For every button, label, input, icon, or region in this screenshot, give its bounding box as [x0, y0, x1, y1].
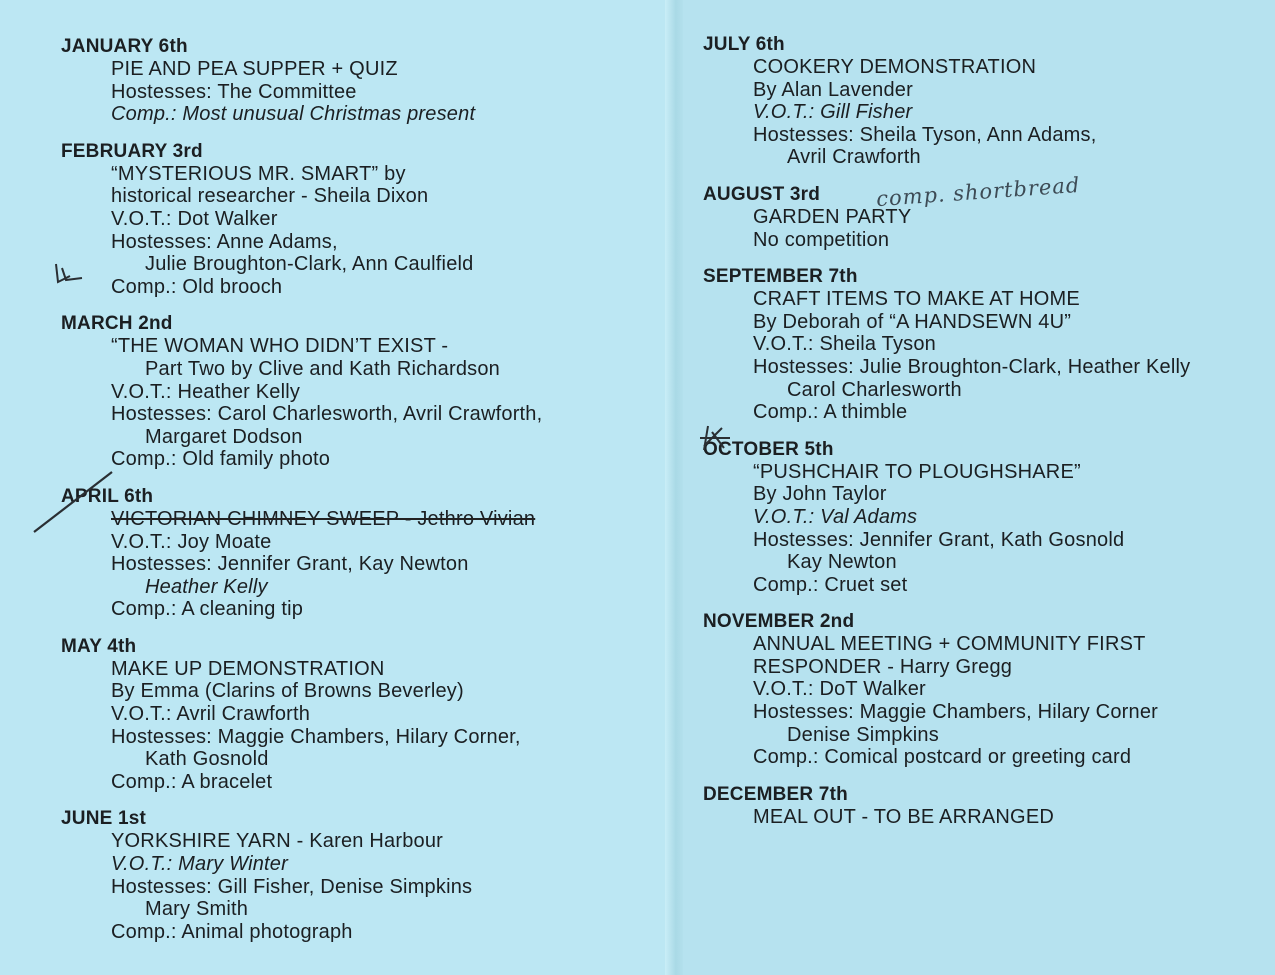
event-detail-line: “MYSTERIOUS MR. SMART” by [111, 162, 406, 185]
programme-event [61, 141, 651, 299]
event-date: AUGUST 3rd [703, 183, 821, 205]
event-detail-line: Kath Gosnold [145, 748, 269, 771]
event-detail-line: RESPONDER - Harry Gregg [753, 655, 1013, 678]
event-detail-line: Hostesses: Gill Fisher, Denise Simpkins [111, 875, 473, 898]
programme-event [61, 486, 651, 621]
event-detail-line: Comp.: Most unusual Christmas present [111, 103, 476, 126]
event-detail-line: Kay Newton [787, 551, 897, 574]
event-detail-line: “THE WOMAN WHO DIDN’T EXIST - [111, 335, 449, 358]
event-date: MARCH 2nd [61, 313, 173, 335]
programme-event [703, 266, 1263, 424]
event-detail-line: PIE AND PEA SUPPER + QUIZ [111, 58, 398, 80]
event-detail-line: V.O.T.: Val Adams [753, 505, 918, 528]
event-detail-line: “PUSHCHAIR TO PLOUGHSHARE” [753, 460, 1081, 483]
programme-event [703, 34, 1263, 169]
event-detail-line: Margaret Dodson [145, 425, 303, 448]
programme-event [61, 636, 651, 794]
event-detail-line: By Emma (Clarins of Browns Beverley) [111, 680, 464, 703]
event-detail-line: Julie Broughton-Clark, Ann Caulfield [145, 253, 474, 276]
event-detail-line: Mary Smith [145, 898, 249, 921]
event-detail-line: Hostesses: Maggie Chambers, Hilary Corner [753, 701, 1159, 724]
event-detail-line: Hostesses: The Committee [111, 80, 357, 103]
programme-event [61, 808, 651, 943]
event-detail-line: By Deborah of “A HANDSEWN 4U” [753, 310, 1072, 333]
programme-event [703, 439, 1263, 597]
event-detail-line: By John Taylor [753, 483, 887, 506]
event-detail-line: Part Two by Clive and Kath Richardson [145, 357, 500, 380]
event-detail-line: V.O.T.: Gill Fisher [753, 101, 913, 124]
event-date: APRIL 6th [61, 485, 154, 507]
event-detail-line: V.O.T.: DoT Walker [753, 678, 926, 701]
event-detail-line: historical researcher - Sheila Dixon [111, 185, 429, 208]
event-detail-line: Denise Simpkins [787, 723, 939, 746]
event-detail-line: Comp.: Cruet set [753, 573, 908, 596]
event-detail-line: MEAL OUT - TO BE ARRANGED [753, 805, 1054, 828]
event-date: FEBRUARY 3rd [61, 140, 203, 162]
event-detail-line: By Alan Lavender [753, 78, 913, 101]
event-detail-line: Hostesses: Anne Adams, [111, 230, 338, 253]
event-date: OCTOBER 5th [703, 438, 834, 460]
event-detail-line: V.O.T.: Joy Moate [111, 530, 272, 553]
event-date: JUNE 1st [61, 808, 147, 830]
event-detail-line: No competition [753, 228, 890, 251]
event-detail-line: CRAFT ITEMS TO MAKE AT HOME [753, 288, 1080, 311]
event-detail-line: Hostesses: Julie Broughton-Clark, Heather Kelly [753, 355, 1191, 378]
event-detail-line: MAKE UP DEMONSTRATION [111, 657, 385, 680]
event-detail-line: Heather Kelly [145, 575, 268, 598]
event-detail-line: Hostesses: Jennifer Grant, Kath Gosnold [753, 528, 1125, 551]
event-detail-line: GARDEN PARTY [753, 205, 912, 228]
event-detail-line: VICTORIAN CHIMNEY SWEEP - Jethro Vivian [111, 507, 536, 530]
event-detail-line: Hostesses: Maggie Chambers, Hilary Corner, [111, 725, 521, 748]
event-detail-line: V.O.T.: Sheila Tyson [753, 333, 936, 356]
programme-event [703, 784, 1263, 829]
event-detail-line: Comp.: Old brooch [111, 275, 283, 298]
event-detail-line: YORKSHIRE YARN - Karen Harbour [111, 830, 444, 853]
event-detail-line: Comp.: Comical postcard or greeting card [753, 746, 1132, 769]
event-detail-line: V.O.T.: Mary Winter [111, 853, 288, 876]
event-detail-line: Comp.: A cleaning tip [111, 598, 304, 621]
event-detail-line: Hostesses: Carol Charlesworth, Avril Crawforth, [111, 403, 543, 426]
page-fold [665, 0, 683, 975]
event-detail-line: V.O.T.: Avril Crawforth [111, 703, 311, 726]
event-detail-line: COOKERY DEMONSTRATION [753, 56, 1037, 78]
event-date: JULY 6th [703, 34, 785, 55]
programme-event [61, 313, 651, 471]
event-detail-line: Avril Crawforth [787, 146, 921, 169]
pen-tick-mark [48, 258, 88, 288]
left-programme-column [61, 36, 651, 958]
programme-event [703, 611, 1263, 769]
event-detail-line: Hostesses: Jennifer Grant, Kay Newton [111, 553, 469, 576]
handwritten-note: comp. shortbread [875, 172, 1081, 212]
event-date: JANUARY 6th [61, 36, 188, 57]
pen-star-mark [694, 422, 738, 456]
event-detail-line: Comp.: A bracelet [111, 770, 273, 793]
event-detail-line: Comp.: A thimble [753, 401, 908, 424]
right-programme-column [703, 34, 1263, 843]
programme-event [61, 36, 651, 126]
event-date: SEPTEMBER 7th [703, 266, 858, 288]
event-detail-line: V.O.T.: Dot Walker [111, 207, 278, 230]
event-detail-line: Carol Charlesworth [787, 378, 962, 401]
event-detail-line: ANNUAL MEETING + COMMUNITY FIRST [753, 633, 1146, 656]
event-detail-line: Comp.: Animal photograph [111, 920, 353, 943]
event-detail-line: V.O.T.: Heather Kelly [111, 380, 301, 403]
event-detail-line: Comp.: Old family photo [111, 448, 331, 471]
event-date: NOVEMBER 2nd [703, 611, 855, 633]
event-detail-line: Hostesses: Sheila Tyson, Ann Adams, [753, 123, 1097, 146]
pen-strike-slash [28, 468, 118, 538]
event-date: MAY 4th [61, 635, 137, 657]
event-date: DECEMBER 7th [703, 783, 848, 805]
